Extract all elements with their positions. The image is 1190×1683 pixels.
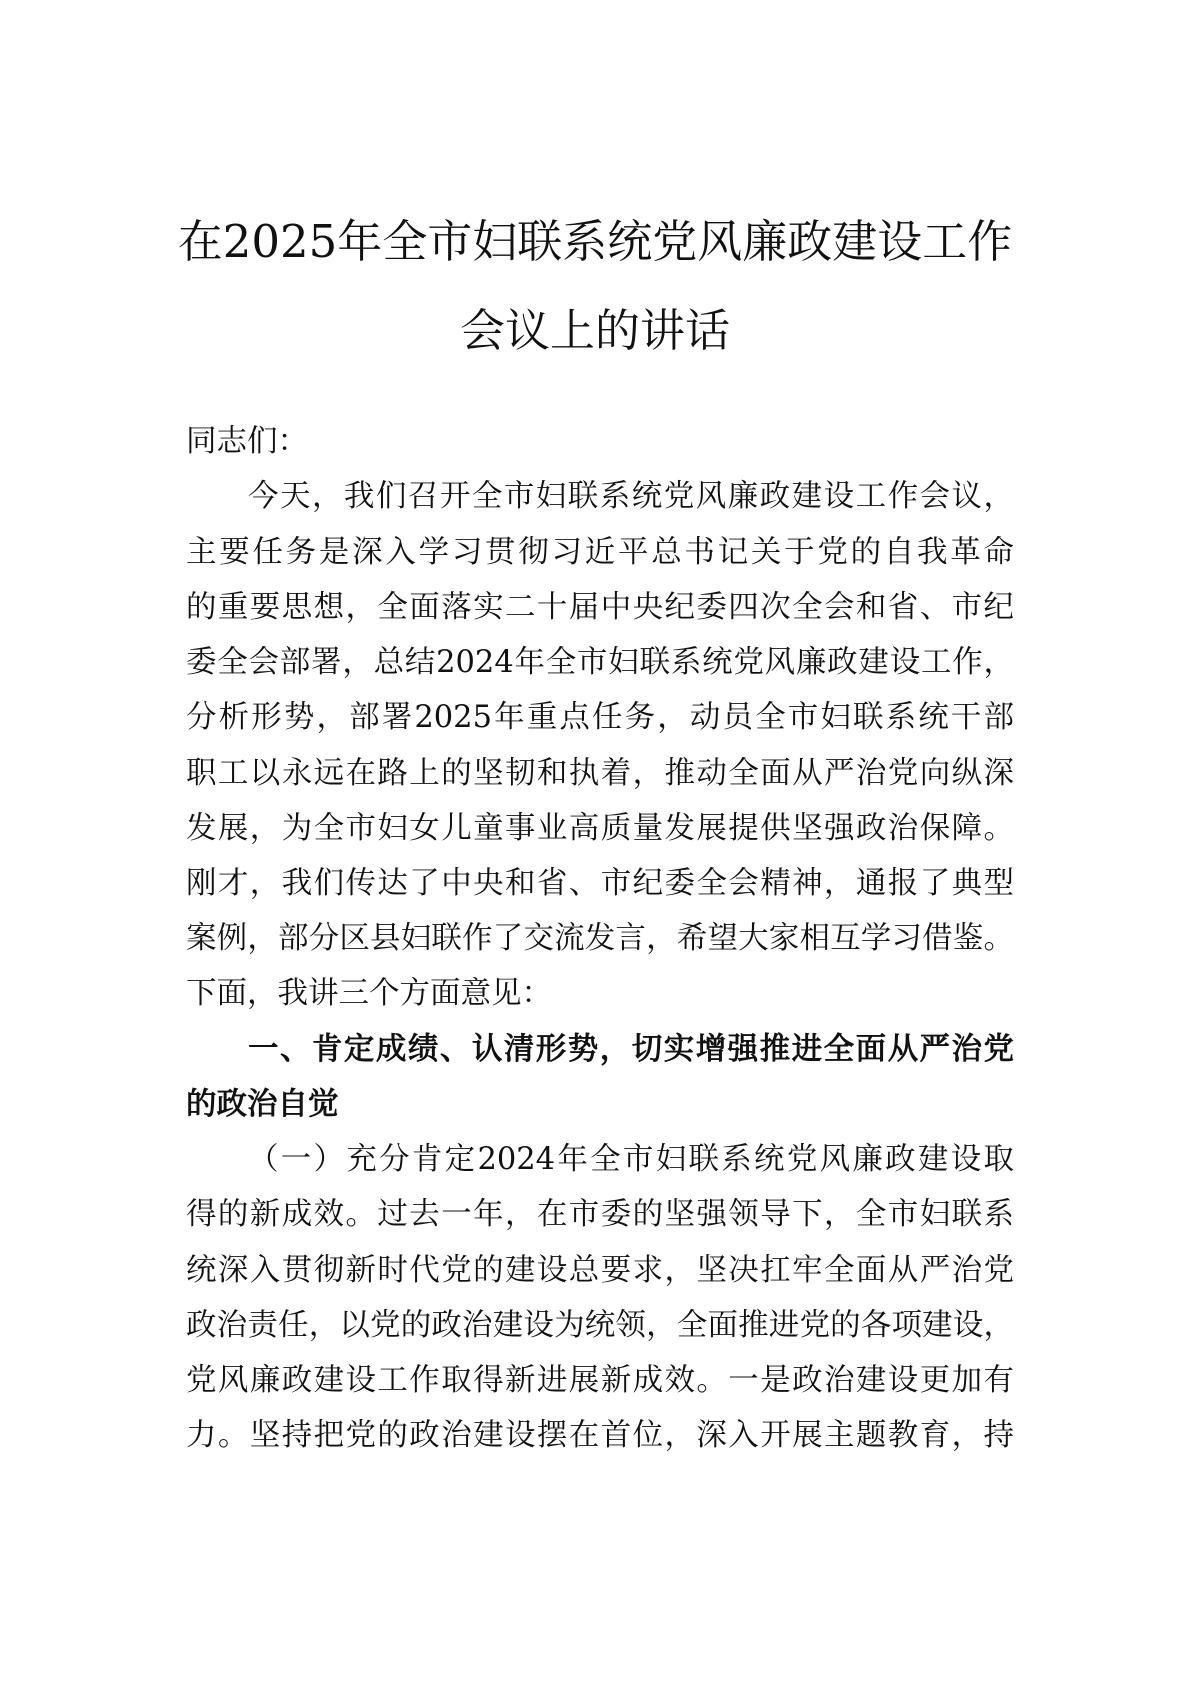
paragraph-line: 的重要思想，全面落实二十届中央纪委四次全会和省、市纪 xyxy=(186,590,1014,625)
paragraph-line: （一）充分肯定2024年全市妇联系统党风廉政建设取 xyxy=(248,1142,1014,1177)
paragraph-line: 职工以永远在路上的坚韧和执着，推动全面从严治党向纵深 xyxy=(186,756,1014,791)
paragraph-line: 分析形势，部署2025年重点任务，动员全市妇联系统干部 xyxy=(186,700,1014,735)
salutation: 同志们： xyxy=(186,424,308,459)
paragraph-line: 案例，部分区县妇联作了交流发言，希望大家相互学习借鉴。 xyxy=(186,921,1014,956)
paragraph-line: 发展，为全市妇女儿童事业高质量发展提供坚强政治保障。 xyxy=(186,811,1014,846)
paragraph-line: 力。坚持把党的政治建设摆在首位，深入开展主题教育，持 xyxy=(186,1418,1014,1453)
paragraph-line: 政治责任，以党的政治建设为统领，全面推进党的各项建设， xyxy=(186,1308,1014,1343)
document-title-line-2: 会议上的讲话 xyxy=(459,304,730,357)
section-heading-line: 一、肯定成绩、认清形势，切实增强推进全面从严治党 xyxy=(248,1032,1014,1067)
document-title-line-1: 在2025年全市妇联系统党风廉政建设工作 xyxy=(177,215,1013,268)
section-heading-line: 的政治自觉 xyxy=(186,1087,339,1122)
paragraph-line: 得的新成效。过去一年，在市委的坚强领导下，全市妇联系 xyxy=(186,1197,1014,1232)
paragraph-line: 下面，我讲三个方面意见： xyxy=(186,976,552,1011)
paragraph-line: 今天，我们召开全市妇联系统党风廉政建设工作会议， xyxy=(248,479,1014,514)
paragraph-line: 主要任务是深入学习贯彻习近平总书记关于党的自我革命 xyxy=(186,535,1014,570)
paragraph-line: 党风廉政建设工作取得新进展新成效。一是政治建设更加有 xyxy=(186,1363,1014,1398)
paragraph-line: 统深入贯彻新时代党的建设总要求，坚决扛牢全面从严治党 xyxy=(186,1253,1014,1288)
paragraph-line: 委全会部署，总结2024年全市妇联系统党风廉政建设工作， xyxy=(186,645,1014,680)
paragraph-line: 刚才，我们传达了中央和省、市纪委全会精神，通报了典型 xyxy=(186,866,1014,901)
